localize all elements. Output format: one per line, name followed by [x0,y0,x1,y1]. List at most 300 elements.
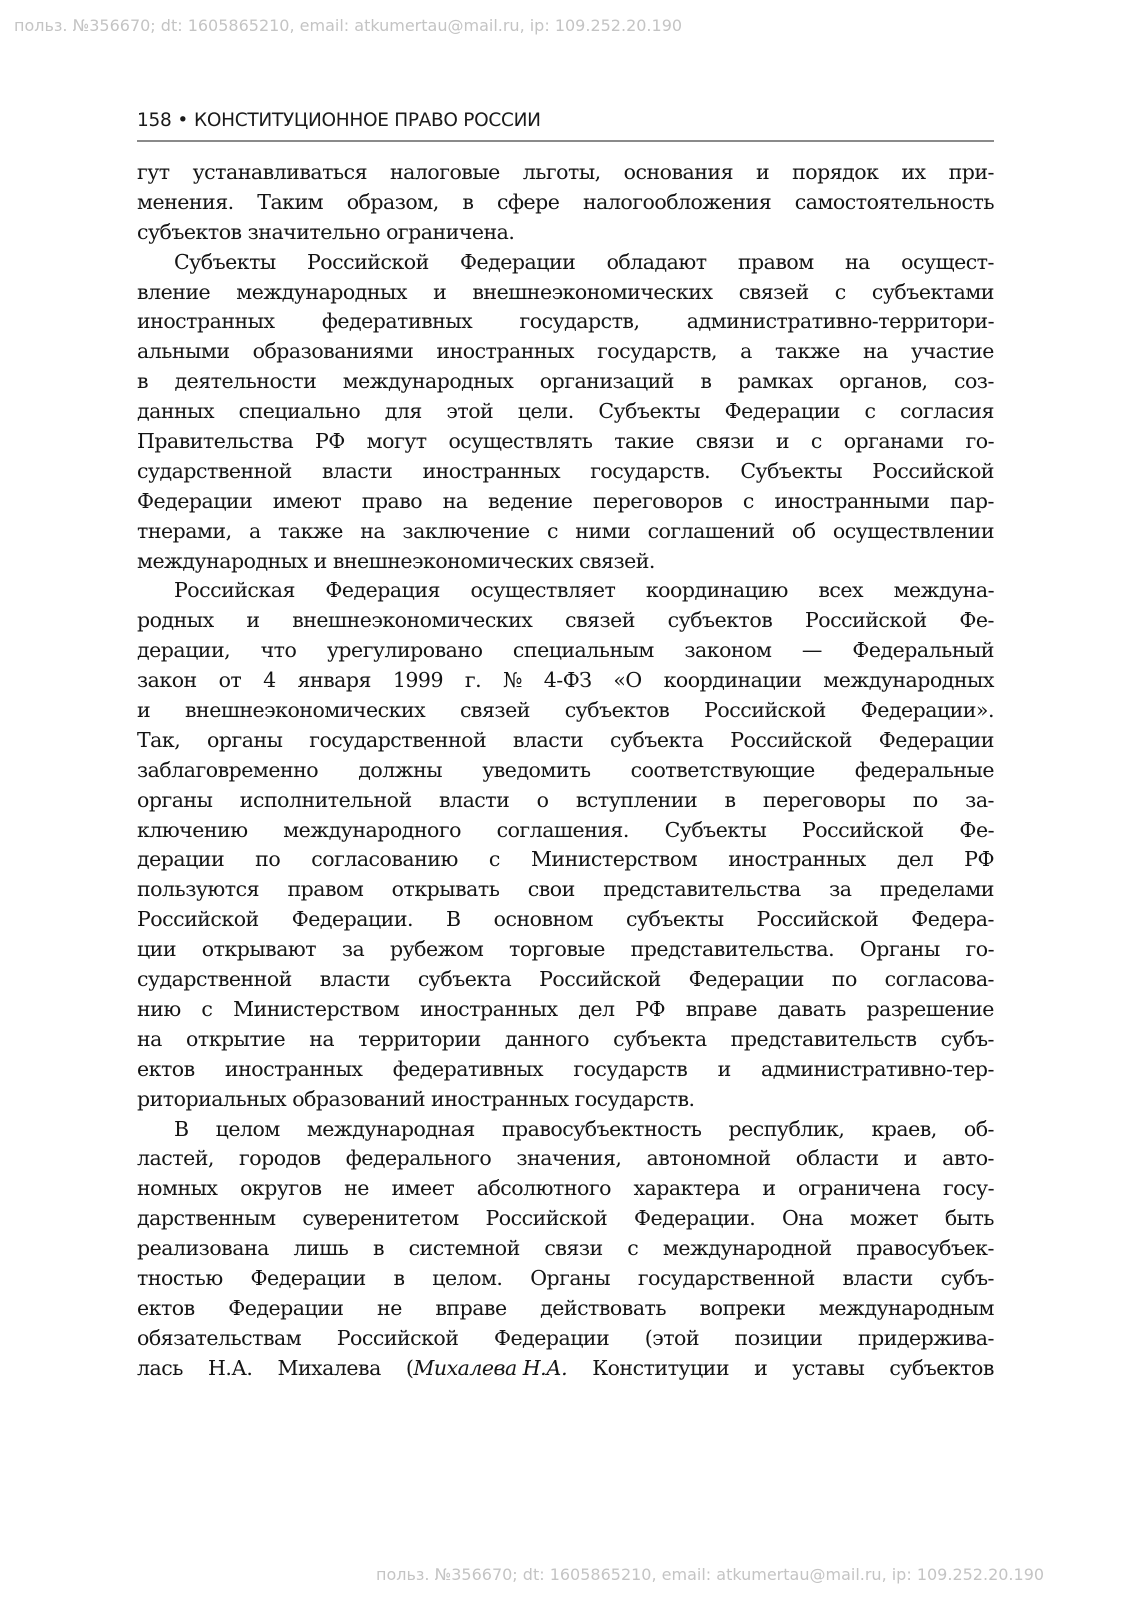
text-word: имеет [391,1176,455,1201]
text-word: представительства [603,877,801,902]
text-word: органы [207,727,283,752]
text-word: Федерации. [291,907,414,932]
text-word: Российской [539,967,661,992]
text-word: субъ- [940,1026,994,1051]
text-word: административно-тер- [760,1056,994,1081]
text-word: РФ [635,996,666,1021]
text-word: вступлении [575,787,698,812]
text-word: образом, [346,189,439,214]
text-word: специально [238,399,361,424]
text-word: иностранных [137,309,275,334]
text-word: не [377,1295,402,1320]
text-word: Российской [730,727,852,752]
page-body-text [137,158,994,1384]
text-word: уставы [792,1355,865,1380]
text-word: координацию [645,578,788,603]
text-line [137,278,994,308]
text-word: всех [818,578,864,603]
text-word: федеративных [321,309,473,334]
text-word: организаций [539,369,674,394]
text-word: международного [283,817,461,842]
text-word: Российской [872,458,994,483]
text-word: и [433,279,447,304]
text-word: родных [137,608,214,633]
text-word: пар- [950,488,994,513]
text-word: государств [573,1056,688,1081]
text-word: субъекта [609,727,704,752]
text-line [137,1115,994,1145]
text-word: осущест- [901,249,994,274]
text-word: Российская [174,578,295,603]
text-word: вление [137,279,211,304]
text-word: Российской [802,817,924,842]
text-word: (этой [644,1325,700,1350]
text-word: также [278,518,343,543]
text-line [137,756,994,786]
text-word: Российской [137,907,259,932]
text-word: Российской [704,698,826,723]
text-word: дерации, [137,638,231,663]
text-word: на [862,339,888,364]
text-word: дел [578,996,615,1021]
text-word: и [775,429,790,454]
text-word: Органы [859,937,940,962]
text-word: г. [464,668,482,693]
text-word: 4 [263,668,276,693]
text-word: согласова- [884,967,994,992]
text-word: субъектов [889,1355,994,1380]
text-word: вправе [435,1295,507,1320]
text-word: Она [781,1206,824,1231]
text-word: сударственной [137,458,292,483]
text-word: Субъекты [664,817,767,842]
text-word: открывать [391,877,500,902]
text-word: исполнительной [239,787,412,812]
text-word: и [246,608,260,633]
text-word: ними [575,518,631,543]
text-word: заблаговременно [137,757,319,782]
text-word: законом [684,638,772,663]
text-word: имеют [272,488,342,513]
text-line [137,1324,994,1354]
text-line [137,1174,994,1204]
text-word: соответствующие [630,757,815,782]
text-word: республик, [728,1116,845,1141]
text-word: по [912,787,938,812]
text-word: данного [504,1026,589,1051]
text-word: гут [137,160,170,184]
text-word: открывают [201,937,317,962]
text-line [137,726,994,756]
text-word: альными [137,339,230,364]
text-word: — [801,638,822,663]
text-word: связи [544,1236,603,1261]
text-word: В [174,1116,189,1141]
text-word: Российской [485,1206,608,1231]
text-word: при- [948,160,994,184]
text-word: федеральные [854,757,994,782]
text-word: переговоров [592,488,723,513]
text-line [137,696,994,726]
text-word: власти [842,1265,913,1290]
text-word: реализована [137,1236,269,1261]
text-word: на [309,1026,335,1051]
text-word: Органы [530,1265,611,1290]
text-word: основном [493,907,593,932]
text-word: ектов [137,1056,195,1081]
text-word: дарственным [137,1206,276,1231]
text-word: соглашения. [496,817,629,842]
text-word: ограничена [798,1176,921,1201]
text-word: округов [240,1176,322,1201]
text-word: Таким [257,189,324,214]
text-word: на [442,488,468,513]
text-word: РФ [964,847,994,872]
text-word: ведение [488,488,573,513]
text-word: правом [737,249,814,274]
text-word: урегулировано [326,638,483,663]
text-word: Субъекты [598,399,701,424]
text-line [137,188,994,218]
text-word: налогообложения [583,189,772,214]
text-line [137,636,994,666]
text-word: может [849,1206,919,1231]
text-line [137,666,994,696]
text-line [137,1264,994,1294]
text-word: власти [439,787,510,812]
text-word: международным [818,1295,994,1320]
text-word: международных [236,279,407,304]
text-word: краев, [871,1116,937,1141]
text-word: сфере [496,189,560,214]
text-word: устанавливаться [192,160,368,184]
text-word: и [755,160,770,184]
text-word: внешнеэкономических [292,608,533,633]
text-word: обязательствам [137,1325,302,1350]
text-word: осуществлять [448,429,593,454]
text-word: Российской [307,249,429,274]
text-word: согласия [900,399,994,424]
text-word: территории [358,1026,481,1051]
text-word: автономной [646,1146,771,1171]
text-line-content: риториальных образований иностранных государств. [137,1086,695,1111]
text-word: дерации [137,847,225,872]
text-word: пределами [879,877,994,902]
text-word: Н.А. [207,1355,253,1380]
text-word: и [137,698,151,723]
text-word: а [740,339,752,364]
text-word: свои [527,877,575,902]
text-word: правосубъектность [501,1116,702,1141]
text-word: государств. [590,458,711,483]
text-word: субъекта [417,967,512,992]
text-word: тностью [137,1265,223,1290]
text-word: государственной [637,1265,815,1290]
text-word: ключению [137,817,248,842]
text-line [137,845,994,875]
text-word: иностранных [420,996,558,1021]
text-word: вопреки [699,1295,786,1320]
text-line [137,1234,994,1264]
text-word: что [260,638,297,663]
text-word: пользуются [137,877,260,902]
text-word: субъекта [613,1026,707,1051]
text-word: такие [614,429,674,454]
text-word: на [137,1026,162,1051]
text-word: с [627,1236,639,1261]
text-word: городов [239,1146,321,1171]
text-word: государственной [309,727,487,752]
text-word: иностранных [224,1056,363,1081]
text-line [137,1085,994,1115]
text-word: иностранных [436,339,574,364]
text-word: в [462,189,474,214]
text-word: административно-территори- [686,309,994,334]
header-bullet: • [177,110,189,131]
text-word: заключение [402,518,530,543]
text-word: обладают [606,249,707,274]
text-line [137,935,994,965]
text-line [137,1055,994,1085]
text-word: о [536,787,549,812]
text-word: переговоры [762,787,886,812]
text-word: Федеральный [852,638,994,663]
text-word: за- [965,787,994,812]
text-word: Министерством [233,996,400,1021]
text-word: внешнеэкономических [472,279,713,304]
text-word: субъекты [625,907,724,932]
text-word: «О [613,668,642,693]
text-word: международных [823,668,994,693]
text-word: в [372,1236,384,1261]
text-word: Российской [336,1325,459,1350]
running-header-text [137,110,541,132]
text-word: позиции [734,1325,823,1350]
text-word: открытие [186,1026,286,1051]
text-word: на [844,249,870,274]
text-line [137,397,994,427]
text-line [137,367,994,397]
text-word: координации [663,668,802,693]
text-word: не [344,1176,369,1201]
text-word: с [810,429,822,454]
text-word: го- [965,937,994,962]
text-word: в [700,369,712,394]
text-word: Федерации». [860,698,994,723]
text-line [137,218,994,248]
text-word: от [218,668,242,693]
text-word: участие [910,339,994,364]
text-line [137,1025,994,1055]
text-word: иностранных [728,847,866,872]
text-word: дел [896,847,934,872]
text-word: вправе [685,996,757,1021]
text-word: на [360,518,386,543]
text-word: согласованию [311,847,458,872]
text-word: лась [137,1355,183,1380]
text-line [137,307,994,337]
text-word: го- [965,429,994,454]
text-word: данных [137,399,215,424]
text-word: давать [777,996,846,1021]
text-word: с [201,996,213,1021]
text-word: и [903,1146,917,1171]
text-word: лишь [293,1236,349,1261]
text-word: внешнеэкономических [184,698,426,723]
text-word: порядок [792,160,879,184]
text-word: за [829,877,852,902]
text-word: быть [944,1206,994,1231]
text-word: Федерации [137,488,253,513]
text-line-content: субъектов значительно ограничена. [137,219,515,244]
text-word: об [791,518,816,543]
text-word: государств, [597,339,718,364]
text-word: сударственной [137,967,292,992]
text-line [137,1354,994,1384]
text-word: субъектов [564,698,670,723]
text-word: авто- [942,1146,994,1171]
text-word: власти [322,458,393,483]
watermark-bottom: польз. №356670; dt: 1605865210, email: atkumertau@mail.ru, ip: 109.252.20.190 [376,1565,1045,1584]
text-word: с [834,279,846,304]
text-word: Федерации [878,727,994,752]
text-line [137,457,994,487]
text-word: менения. [137,189,234,214]
text-word: Фе- [959,608,994,633]
text-word: связи [695,429,755,454]
text-word: абсолютного [476,1176,611,1201]
text-word: международная [306,1116,475,1141]
text-word: правом [287,877,364,902]
text-word: междуна- [893,578,994,603]
text-word: целом [215,1116,280,1141]
text-word: иностранных [422,458,561,483]
text-line [137,965,994,995]
text-word: могут [366,429,427,454]
text-word: этой [446,399,494,424]
text-word: и [717,1056,731,1081]
text-word: Федерации [228,1295,344,1320]
text-word: федеративных [392,1056,544,1081]
text-word: также [775,339,840,364]
book-title: КОНСТИТУЦИОННОЕ ПРАВО РОССИИ [194,110,541,131]
text-word: (Михалева Н.А. [405,1355,568,1380]
text-word: органы [137,787,213,812]
text-word: самостоятельность [794,189,994,214]
text-word: представительства. [630,937,835,962]
text-word: льготы, [522,160,601,184]
text-word: Федерации [724,399,840,424]
text-word: налоговые [389,160,500,184]
text-word: за [341,937,365,962]
text-word: рубежом [389,937,484,962]
text-word: в [724,787,736,812]
running-header [137,108,994,142]
text-word: Федерации [250,1265,366,1290]
text-line [137,547,994,577]
text-word: уведомить [482,757,591,782]
text-word: тнерами, [137,518,232,543]
text-line [137,158,994,188]
text-word: с [864,399,876,424]
text-word: основания [623,160,734,184]
text-word: субъектами [871,279,994,304]
text-line [137,1204,994,1234]
text-word: правосубъек- [856,1236,994,1261]
text-word: связей [738,279,809,304]
text-word: В [446,907,461,932]
text-word: № [502,668,522,693]
text-line [137,1144,994,1174]
text-word: в [393,1265,405,1290]
text-word: и [762,1176,776,1201]
text-word: 1999 [392,668,443,693]
text-line [137,427,994,457]
text-word: ции [137,937,177,962]
text-word: право [361,488,423,513]
text-word: в [137,369,149,394]
text-word: Федерации. [633,1206,756,1231]
text-word: цели. [517,399,574,424]
text-word: связей [565,608,635,633]
text-word: действовать [540,1295,667,1320]
text-word: Субъекты [174,249,276,274]
text-word: осуществлении [832,518,994,543]
text-word: нию [137,996,181,1021]
text-word: образованиями [252,339,414,364]
text-word: иностранными [774,488,930,513]
text-line [137,606,994,636]
text-word: Конституции [592,1355,729,1380]
text-word: международных [342,369,514,394]
text-word: соз- [953,369,994,394]
text-word: значения, [516,1146,622,1171]
text-word: об- [963,1116,994,1141]
text-word: 4-ФЗ [543,668,592,693]
text-word: ектов [137,1295,195,1320]
text-word: торговые [509,937,605,962]
text-word: характера [633,1176,740,1201]
text-word: закон [137,668,197,693]
text-word: для [384,399,422,424]
text-word: Федера- [911,907,994,932]
text-word: должны [358,757,443,782]
text-word: Федерации [493,1325,610,1350]
text-word: с [546,518,558,543]
text-word: международной [662,1236,832,1261]
text-line [137,875,994,905]
text-word: Федерация [325,578,440,603]
text-line [137,1294,994,1324]
text-word: суверенитетом [302,1206,459,1231]
text-line [137,337,994,367]
text-word: с [742,488,754,513]
text-word: придержива- [857,1325,994,1350]
text-word: Федерации [460,249,576,274]
text-line [137,248,994,278]
text-word: представительств [730,1026,917,1051]
text-line [137,786,994,816]
text-word: соглашений [647,518,775,543]
text-word: целом. [432,1265,503,1290]
text-word: по [831,967,857,992]
text-word: специальным [512,638,654,663]
text-word: связей [459,698,530,723]
text-line [137,905,994,935]
text-word: Фе- [959,817,994,842]
text-line [137,816,994,846]
text-word: госу- [942,1176,994,1201]
